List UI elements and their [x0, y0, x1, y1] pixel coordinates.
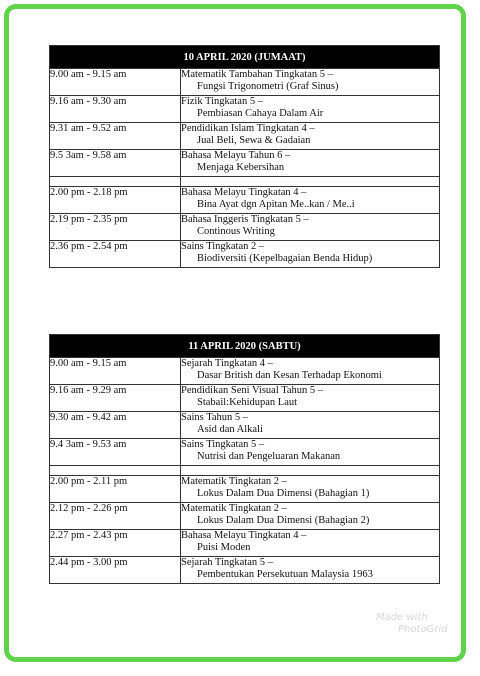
lesson-topic: Biodiversiti (Kepelbagaian Benda Hidup)	[197, 253, 373, 264]
time-cell: 2.36 pm - 2.54 pm	[50, 241, 181, 268]
time-cell: 9.00 am - 9.15 am	[50, 69, 181, 96]
watermark	[376, 612, 448, 636]
lesson-topic: Menjaga Kebersihan	[197, 162, 285, 173]
schedule-table-day-2	[49, 334, 440, 584]
lesson-topic: Bina Ayat dgn Apitan Me..kan / Me..i	[197, 199, 355, 210]
table-row	[50, 530, 440, 557]
subject-title: Sains Tahun 5 –	[181, 412, 249, 423]
subject-title: Bahasa Melayu Tahun 6 –	[181, 150, 291, 161]
table-row	[50, 385, 440, 412]
time-cell: 9.31 am - 9.52 am	[50, 123, 181, 150]
table-row	[50, 557, 440, 584]
lesson-topic: Continous Writing	[197, 226, 275, 237]
lesson-topic: Nutrisi dan Pengeluaran Makanan	[197, 451, 341, 462]
time-cell: 2.00 pm - 2.11 pm	[50, 476, 181, 503]
lesson-topic: Dasar British dan Kesan Terhadap Ekonomi	[197, 370, 382, 381]
table-row	[50, 150, 440, 177]
table-row	[50, 358, 440, 385]
subject-cell	[181, 69, 440, 96]
day-header-row	[50, 335, 440, 358]
break-cell	[181, 466, 440, 476]
subject-title: Sejarah Tingkatan 5 –	[181, 557, 273, 568]
time-cell: 2.12 pm - 2.26 pm	[50, 503, 181, 530]
table-row	[50, 123, 440, 150]
subject-cell	[181, 241, 440, 268]
subject-title: Pendidikan Seni Visual Tahun 5 –	[181, 385, 324, 396]
table-row	[50, 187, 440, 214]
break-row	[50, 466, 440, 476]
lesson-topic: Pembentukan Persekutuan Malaysia 1963	[197, 569, 373, 580]
subject-cell	[181, 214, 440, 241]
break-row	[50, 177, 440, 187]
subject-title: Pendidikan Islam Tingkatan 4 –	[181, 123, 315, 134]
subject-title: Bahasa Melayu Tingkatan 4 –	[181, 187, 307, 198]
table-row	[50, 412, 440, 439]
subject-title: Fizik Tingkatan 5 –	[181, 96, 263, 107]
subject-cell	[181, 358, 440, 385]
table-row	[50, 69, 440, 96]
subject-cell	[181, 557, 440, 584]
time-cell: 9.30 am - 9.42 am	[50, 412, 181, 439]
lesson-topic: Fungsi Trigonometri (Graf Sinus)	[197, 81, 339, 92]
time-cell: 2.19 pm - 2.35 pm	[50, 214, 181, 241]
subject-cell	[181, 412, 440, 439]
subject-cell	[181, 96, 440, 123]
break-cell	[181, 177, 440, 187]
subject-cell	[181, 503, 440, 530]
lesson-topic: Jual Beli, Sewa & Gadaian	[197, 135, 311, 146]
table-row	[50, 439, 440, 466]
subject-cell	[181, 439, 440, 466]
break-cell	[50, 177, 181, 187]
time-cell: 9.5 3am - 9.58 am	[50, 150, 181, 177]
time-cell: 2.44 pm - 3.00 pm	[50, 557, 181, 584]
time-cell: 9.4 3am - 9.53 am	[50, 439, 181, 466]
table-row	[50, 214, 440, 241]
day-header-row	[50, 46, 440, 69]
subject-cell	[181, 150, 440, 177]
lesson-topic: Lokus Dalam Dua Dimensi (Bahagian 2)	[197, 515, 370, 526]
schedule-table-day-1	[49, 45, 440, 268]
lesson-topic: Puisi Moden	[197, 542, 251, 553]
subject-title: Matematik Tingkatan 2 –	[181, 476, 287, 487]
table-row	[50, 96, 440, 123]
lesson-topic: Stabail:Kehidupan Laut	[197, 397, 298, 408]
time-cell: 9.16 am - 9.30 am	[50, 96, 181, 123]
day-header: 10 APRIL 2020 (JUMAAT)	[50, 46, 440, 69]
table-row	[50, 476, 440, 503]
break-cell	[50, 466, 181, 476]
lesson-topic: Asid dan Alkali	[197, 424, 263, 435]
watermark-line-1: Made with	[376, 612, 428, 623]
time-cell: 9.16 am - 9.29 am	[50, 385, 181, 412]
day-header: 11 APRIL 2020 (SABTU)	[50, 335, 440, 358]
lesson-topic: Pembiasan Cahaya Dalam Air	[197, 108, 324, 119]
time-cell: 2.00 pm - 2.18 pm	[50, 187, 181, 214]
time-cell: 2.27 pm - 2.43 pm	[50, 530, 181, 557]
lesson-topic: Lokus Dalam Dua Dimensi (Bahagian 1)	[197, 488, 370, 499]
subject-title: Sains Tingkatan 5 –	[181, 439, 265, 450]
subject-cell	[181, 385, 440, 412]
time-cell: 9.00 am - 9.15 am	[50, 358, 181, 385]
table-row	[50, 503, 440, 530]
watermark-line-2: PhotoGrid	[398, 624, 448, 635]
subject-title: Bahasa Inggeris Tingkatan 5 –	[181, 214, 309, 225]
subject-title: Sejarah Tingkatan 4 –	[181, 358, 273, 369]
subject-cell	[181, 187, 440, 214]
subject-title: Sains Tingkatan 2 –	[181, 241, 265, 252]
subject-title: Bahasa Melayu Tingkatan 4 –	[181, 530, 307, 541]
subject-title: Matematik Tambahan Tingkatan 5 –	[181, 69, 333, 80]
subject-title: Matematik Tingkatan 2 –	[181, 503, 287, 514]
subject-cell	[181, 530, 440, 557]
subject-cell	[181, 123, 440, 150]
table-row	[50, 241, 440, 268]
subject-cell	[181, 476, 440, 503]
